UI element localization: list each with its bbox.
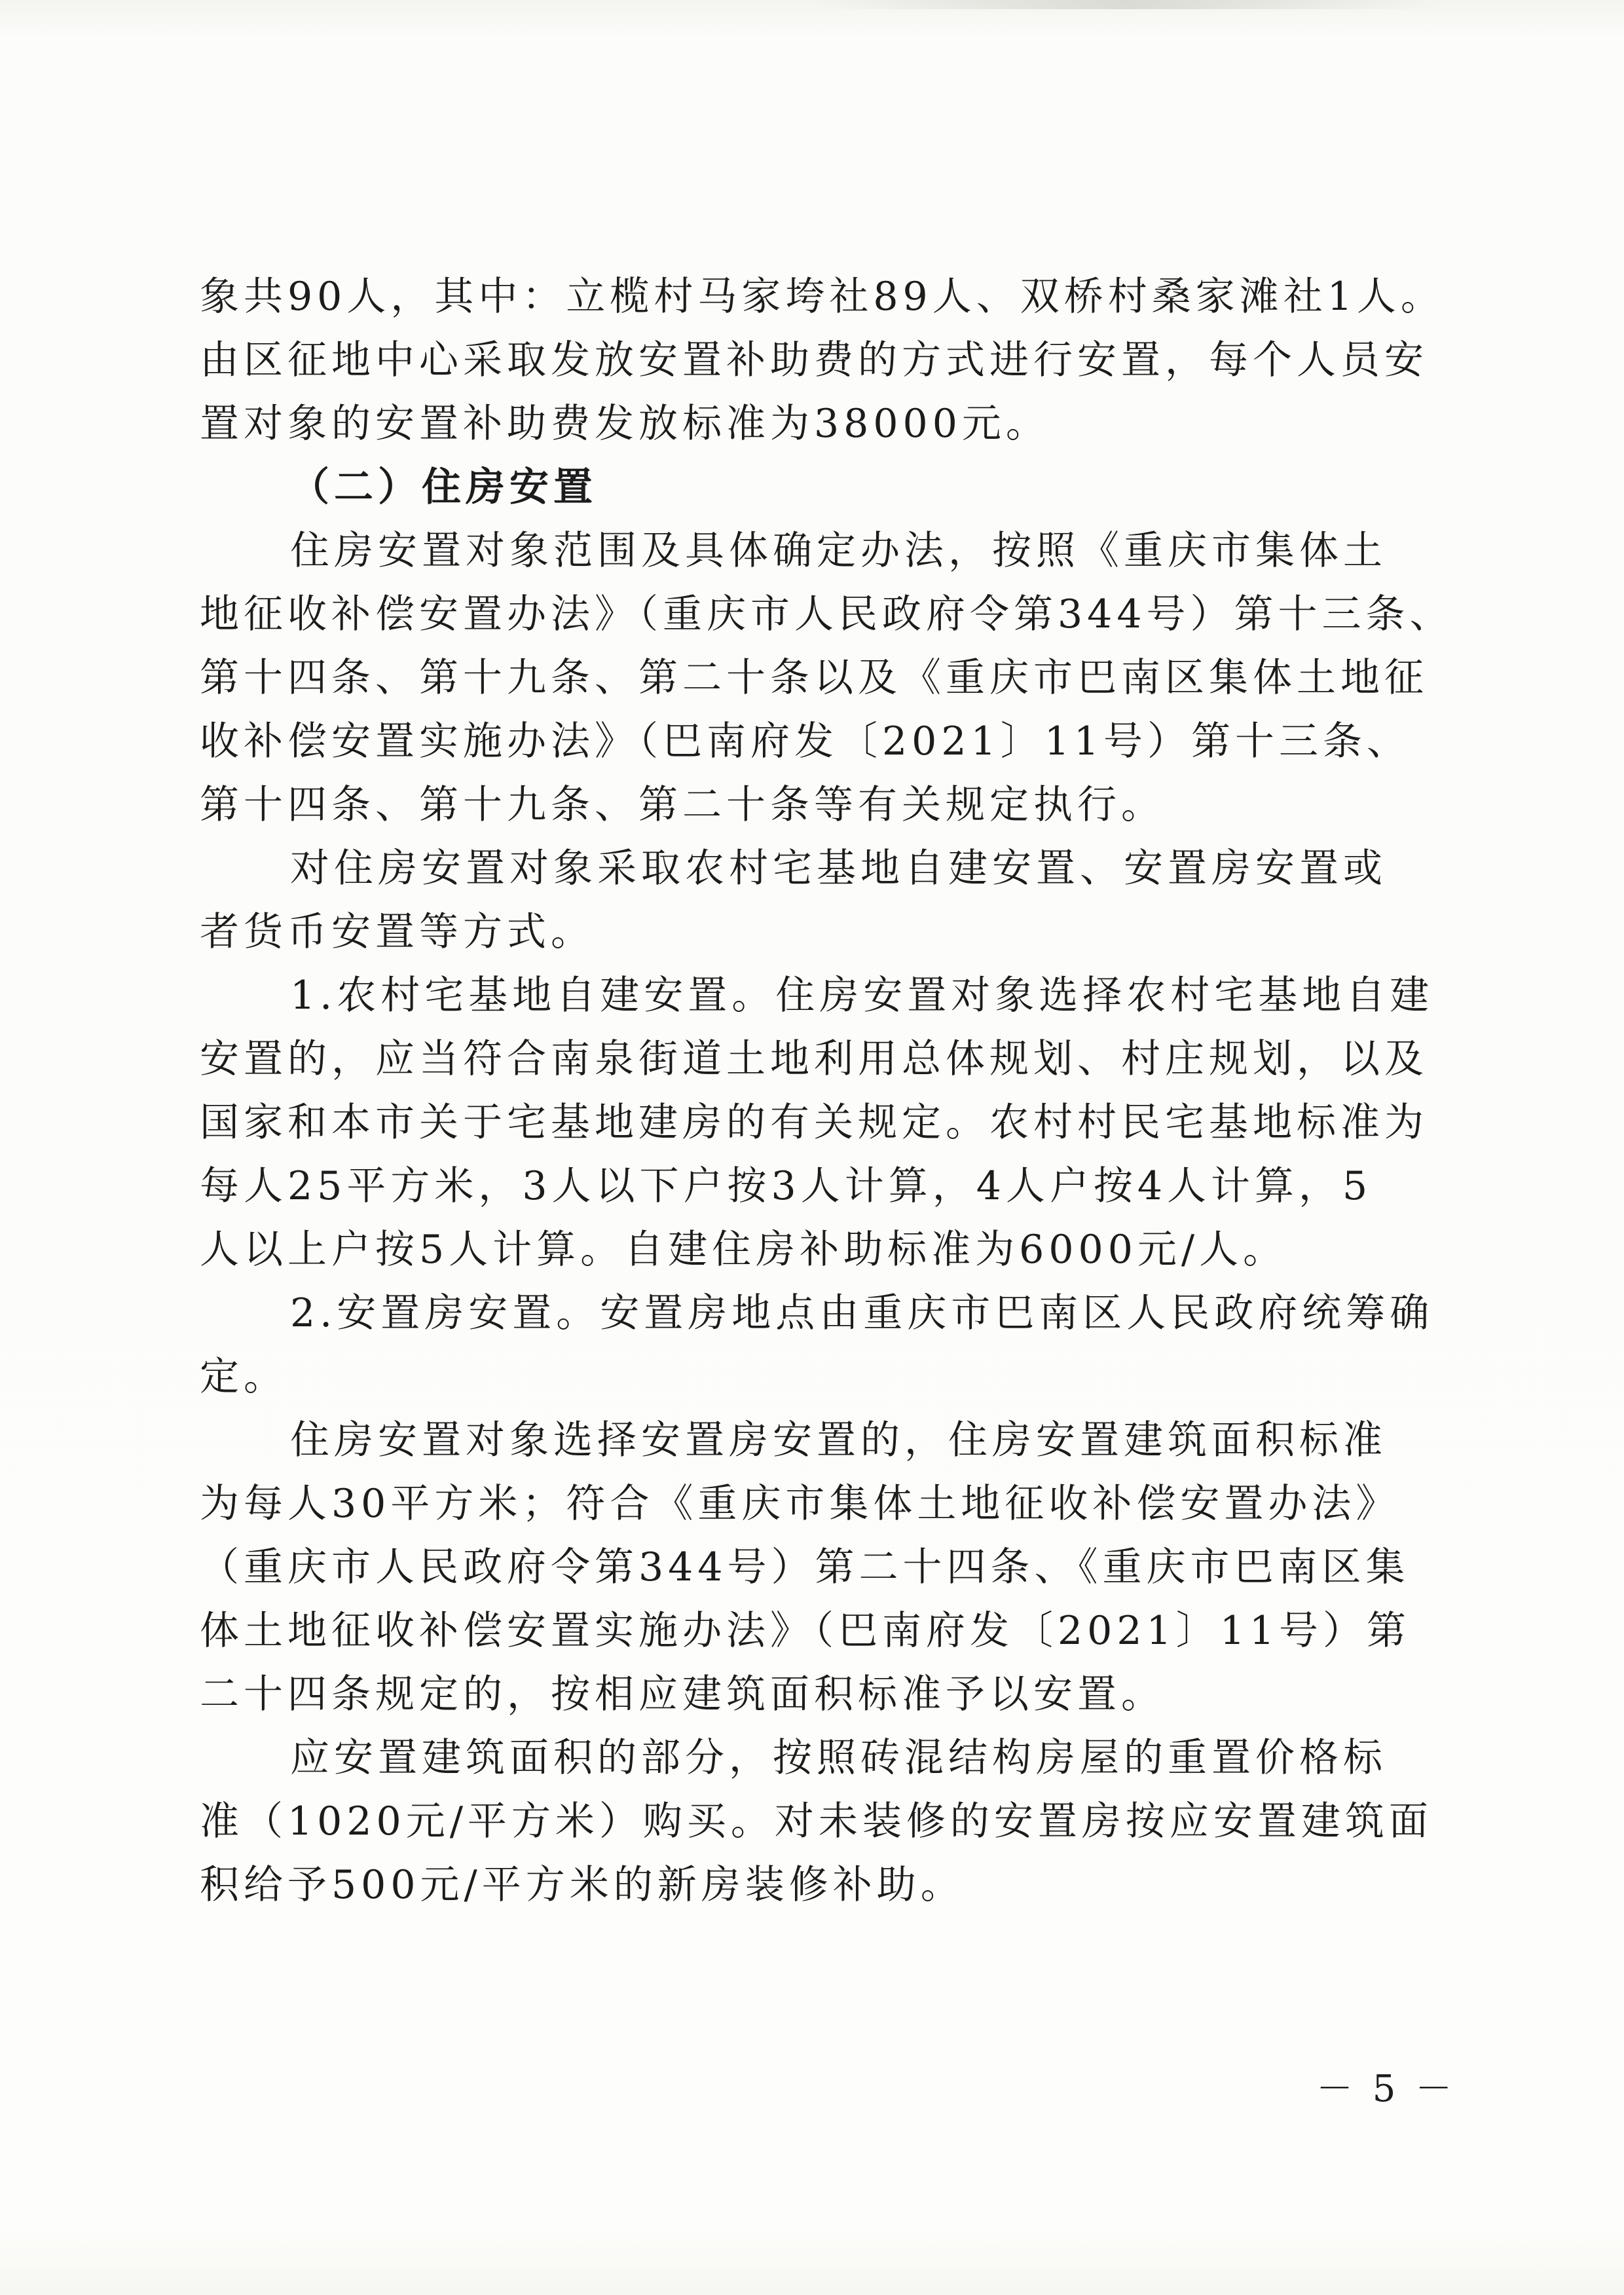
text-line: 住房安置对象范围及具体确定办法，按照《重庆市集体土 — [290, 528, 1387, 574]
text-line: 象共90人，其中：立榄村马家垮社89人、双桥村桑家滩社1人。 — [200, 274, 1445, 320]
text-line: 住房安置对象选择安置房安置的，住房安置建筑面积标准 — [290, 1417, 1387, 1463]
text-line: 地征收补偿安置办法》（重庆市人民政府令第344号）第十三条、 — [200, 591, 1454, 637]
text-line: 体土地征收补偿安置实施办法》（巴南府发〔2021〕11号）第 — [200, 1608, 1411, 1654]
text-line: 为每人30平方米；符合《重庆市集体土地征收补偿安置办法》 — [200, 1481, 1400, 1527]
text-line: 者货币安置等方式。 — [200, 909, 595, 955]
text-line: 国家和本市关于宅基地建房的有关规定。农村村民宅基地标准为 — [200, 1100, 1428, 1146]
text-line: 人以上户按5人计算。自建住房补助标准为6000元/人。 — [200, 1227, 1287, 1273]
text-line: （重庆市人民政府令第344号）第二十四条、《重庆市巴南区集 — [200, 1544, 1410, 1590]
text-line: 二十四条规定的，按相应建筑面积标准予以安置。 — [200, 1671, 1165, 1717]
text-line: 对住房安置对象采取农村宅基地自建安置、安置房安置或 — [290, 846, 1387, 891]
text-line: 第十四条、第十九条、第二十条等有关规定执行。 — [200, 782, 1165, 828]
text-line: 收补偿安置实施办法》（巴南府发〔2021〕11号）第十三条、 — [200, 718, 1411, 764]
text-line: 2.安置房安置。安置房地点由重庆市巴南区人民政府统筹确 — [290, 1290, 1434, 1336]
text-line: 安置的，应当符合南泉街道土地利用总体规划、村庄规划，以及 — [200, 1036, 1428, 1082]
text-line: 1.农村宅基地自建安置。住房安置对象选择农村宅基地自建 — [290, 973, 1434, 1018]
text-line: 应安置建筑面积的部分，按照砖混结构房屋的重置价格标 — [290, 1735, 1387, 1781]
text-line: 定。 — [200, 1354, 287, 1400]
text-line: 积给予500元/平方米的新房装修补助。 — [200, 1862, 965, 1908]
page-number: － 5 － — [1316, 2068, 1456, 2110]
text-line: 第十四条、第十九条、第二十条以及《重庆市巴南区集体土地征 — [200, 655, 1428, 701]
text-line: 准（1020元/平方米）购买。对未装修的安置房按应安置建筑面 — [200, 1799, 1433, 1844]
body-text — [200, 265, 1454, 1917]
section-heading: （二）住房安置 — [290, 464, 597, 510]
text-line: 由区征地中心采取发放安置补助费的方式进行安置，每个人员安 — [200, 337, 1428, 383]
scan-artifact — [812, 0, 1441, 9]
text-line: 置对象的安置补助费发放标准为38000元。 — [200, 401, 1050, 447]
text-line: 每人25平方米，3人以下户按3人计算，4人户按4人计算，5 — [200, 1163, 1373, 1209]
